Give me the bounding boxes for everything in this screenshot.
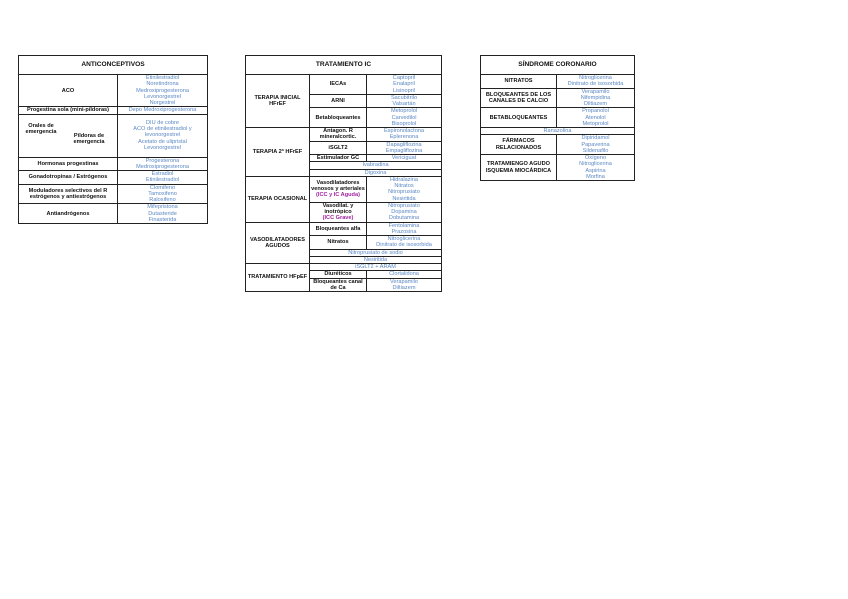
- ic-ocasional-label: TERAPIA OCASIONAL: [246, 176, 310, 222]
- ic-estimulador-label: Estimulador GC: [310, 155, 367, 162]
- ic-agudos-label: VASODILATADORES AGUDOS: [246, 222, 310, 264]
- aco-label: ACO: [19, 75, 118, 107]
- ic-vasodil-label: Vasodilat. y inotrópico (ICC Grave): [310, 202, 367, 222]
- ic-digoxina: Digoxina: [310, 169, 442, 176]
- ic-hfpef-label: TRATAMIENTO HFpEF: [246, 264, 310, 292]
- ic-nitroprusiato-sodio: Nitroprusiato de sodio: [310, 249, 442, 256]
- ic-iecas-values: Captopril Enalapril Lisinopril: [367, 75, 442, 95]
- orales-values: DIU de cobre ACO de etinilestradiol y levonorgestrel Acetato de ulipristal Levonorgestrel: [118, 114, 208, 157]
- ic-hfpef-full: iSGLT2 + ARAM: [310, 264, 442, 271]
- ic-iecas-label: IECAs: [310, 75, 367, 95]
- cor-relacionados-values: Dipiridamol Papaverina Sildenafilo: [557, 135, 635, 155]
- aco-values: Etinilestradiol Noretindrona Medroxiprogesterona Levonorgestrel Norgestrel: [118, 75, 208, 107]
- ic-inicial-label: TERAPIA INICIAL HFrEF: [246, 75, 310, 128]
- ic-nitratos-values: Nitroglicerina Dinitrato de isosorbida: [367, 236, 442, 250]
- cor-nitratos-values: Nitroglicerina Dinitrato de isosorbida: [557, 75, 635, 89]
- ic-beta-values: Metoprolol Carvedilol Bisoprolol: [367, 108, 442, 128]
- ic-antagon-values: Espironolactona Eplerenona: [367, 128, 442, 142]
- ic-vasodil-values: Nitroprusiato Dopamina Dobutamina: [367, 202, 442, 222]
- ic-canal-ca-label: Bloqueantes canal de Ca: [310, 278, 367, 292]
- ic-alfa-label: Bloqueantes alfa: [310, 222, 367, 236]
- ic-segunda-label: TERAPIA 2ª HFrEF: [246, 128, 310, 177]
- ic-diureticos-values: Clortalidona: [367, 271, 442, 278]
- sindrome-coronario-table: [480, 55, 635, 181]
- cor-calcio-values: Verapamilo Nifempidina Diltiazem: [557, 88, 635, 108]
- ic-alfa-values: Fentolamina Prazosina: [367, 222, 442, 236]
- ic-arni-values: Sacubitrilo Valsartán: [367, 94, 442, 108]
- antiandro-label: Antiandrógenos: [19, 204, 118, 224]
- ic-vaso-label: Vasodilatadores venosos y arteriales (ICC y IC Aguda): [310, 176, 367, 202]
- cor-ranazolina: Ranazolina: [481, 128, 635, 135]
- cor-agudo-values: Oxígeno Nitroglicerina Aspirina Morfina: [557, 155, 635, 181]
- cor-nitratos-label: NITRATOS: [481, 75, 557, 89]
- cor-beta-label: BETABLOQUEANTES: [481, 108, 557, 128]
- ic-antagon-label: Antagon. R mineralcortic.: [310, 128, 367, 142]
- orales-label: Orales de emergencia Píldoras de emergencia: [19, 114, 118, 157]
- ic-estimulador-values: Vericiguat: [367, 155, 442, 162]
- cor-agudo-label: TRATAMIENGO AGUDO ISQUEMIA MIOCÁRDICA: [481, 155, 557, 181]
- gonado-label: Gonadotropinas / Estrógenos: [19, 171, 118, 185]
- moduladores-label: Moduladores selectivos del R estrógenos y antiestrógenos: [19, 184, 118, 204]
- ic-vaso-values: Hidralazina Nitratos Nitroprusiato Nesiritida: [367, 176, 442, 202]
- progestina-label: Progestina sola (mini-píldoras): [19, 107, 118, 114]
- ic-title: TRATAMIENTO IC: [246, 56, 442, 75]
- progestina-values: Depo Medroxiprogesterona: [118, 107, 208, 114]
- coronario-title: SÍNDROME CORONARIO: [481, 56, 635, 75]
- antiandro-values: Mifepristona Dutasteride Finasterida: [118, 204, 208, 224]
- tratamiento-ic-table: [245, 55, 442, 292]
- ic-ivabradina: Ivabradina: [310, 162, 442, 169]
- ic-isglt2-values: Dapagliflozina Empagliflozina: [367, 141, 442, 155]
- cor-calcio-label: BLOQUEANTES DE LOS CANALES DE CALCIO: [481, 88, 557, 108]
- ic-canal-ca-values: Verapamilo Diltiazem: [367, 278, 442, 292]
- ic-diureticos-label: Diuréticos: [310, 271, 367, 278]
- ic-isglt2-label: iSGLT2: [310, 141, 367, 155]
- ic-nitratos-label: Nitratos: [310, 236, 367, 250]
- ic-arni-label: ARNI: [310, 94, 367, 108]
- hormonas-values: Progesterona Medroxiprogesterona: [118, 157, 208, 171]
- cor-relacionados-label: FÁRMACOS RELACIONADOS: [481, 135, 557, 155]
- moduladores-values: Clomifeno Tamoxifeno Raloxifeno: [118, 184, 208, 204]
- gonado-values: Estradiol Etinilestradiol: [118, 171, 208, 185]
- anticonceptivos-table: [18, 55, 208, 224]
- cor-beta-values: Propanolol Atenolol Metoprolol: [557, 108, 635, 128]
- anticonceptivos-title: ANTICONCEPTIVOS: [19, 56, 208, 75]
- ic-nesiritida: Nesiritida: [310, 256, 442, 263]
- hormonas-label: Hormonas progestinas: [19, 157, 118, 171]
- ic-beta-label: Betabloqueantes: [310, 108, 367, 128]
